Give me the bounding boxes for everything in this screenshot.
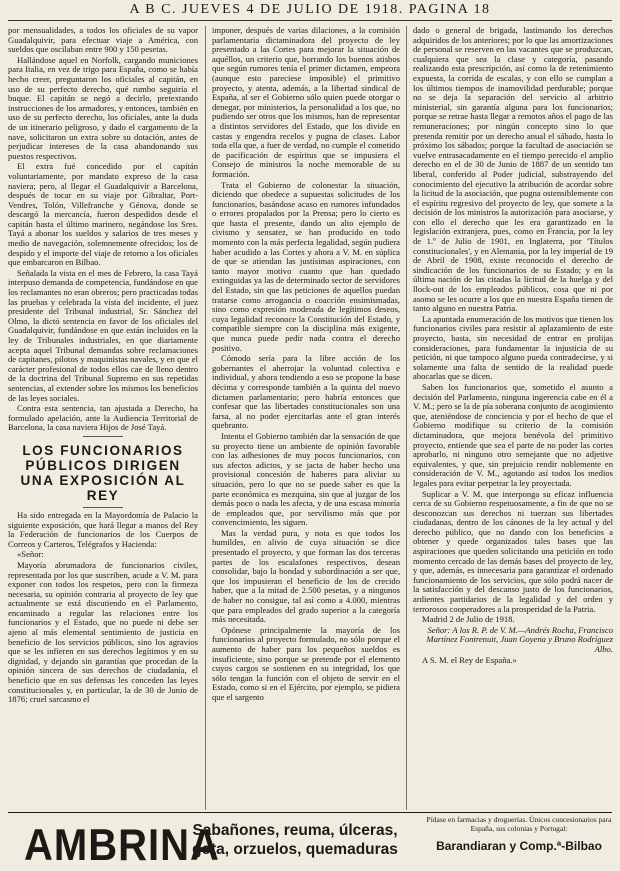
article-paragraph: «Señor: (17, 549, 44, 560)
article-paragraph: Cómodo sería para la libre acción de los gobernantes el aherrojar la voluntad colectiva e individual, y ahora tendiendo a eso se propone la base décima y corresponde también a la quinta del nuevo dictamen parlamentario; pero habría entonces que confesar que las libertades constitucionales son una farsa, al no poder ejercitarlas ante el gran interés quebranto. (212, 353, 400, 431)
ad-line: Sabañones, reuma, úlceras, (192, 822, 398, 839)
column-1 (8, 26, 198, 810)
article-paragraph: Contra esta sentencia, tan ajustada a Derecho, ha formulado apelación, ante la Audiencia Territorial de Barcelona, la casa naviera Hijos de José Tayá. (8, 403, 198, 433)
article-paragraph: imponer, después de varias dilaciones, a la comisión parlamentaria dictaminadora del proyecto de ley presentado a las Cortes para mejorar la situación de aquéllos, un criterio que, borrando los buenos atisbos que según rumores tenía el primer dictamen, empeora (aunque esto pareciese imposible) el primitivo proyecto, y atenta, además, a la libertad sindical de España, al ser el Gobierno sólo quien puede otorgar o denegar, por ministerios, la personalidad a los que, no pudiendo ser otros que los mismos, han de representar a distintos servidores del Estado, que los divide en castas y engendra recelos y pugna de clases. Labor toda ella que, a fuer de verdad, no cumple el cometido de pacificación de espíritus que se impusiera el Consejo de ministros la noche memorable de su formación. (212, 26, 400, 179)
ad-line: gota, orzuelos, quemaduras (192, 841, 398, 858)
ad-company: Barandiaran y Comp.ª-Bilbao (436, 839, 602, 853)
advertisement (8, 812, 612, 871)
article-paragraph: dado o general de brigada, lastimando los derechos adquiridos de los anteriores; por lo que las amortizaciones de personal se reserven en las vacantes que se produzcan, cualquiera que sea la clase y categoría, pasando realizando esta prescripción, así como la de retenimiento expuesta, la corrida de escalas, y con ello se cumplan a los últimos tiempos de inamovilidad perdurable; porque no se deja la separación del servicio al arbitrio ministerial, sin garantía alguna para los funcionarios; porque se retrae hasta llegar a remotos años el pago de las remuneraciones; por ningún concepto sino lo que pretenda remitir por un derecho anual el sábado, hasta lo próximo los sábados; porque la facultad de asociación se vuelve entrasacadamente en el tiempo perecido el amplio derecho en el de 30 de Junio de 1887 de un sentido tan liberal, conferido al Poder judicial, substrayendo del conocimiento del ejecutivo la atribución de acordar sobre la licitud de la asociación, que pugna ostensiblemente con el espíritu regresivo del proyecto de ley, que somete a la decisión de los ministros la autorización para asociarse, y con ello el derecho que les era garantizado en la legislación extranjera, pues, como en Francia, por la ley de 1.º de Julio de 1901, en Inglaterra, por 'Títulos constitucionales', y en Alemania, por la ley imperial de 19 de Abril de 1908, existe reconocido el derecho de sindicación de los funcionarios de su Estado; y en la última nación de las citadas la licitud de la huelga y del llock-out de los empleados públicos, cosa que ni por asomo se les ocurre a los que en nuestra España tienen de tanto alguno en nuestra Patria. (413, 26, 613, 314)
addressee: A S. M. el Rey de España.» (422, 654, 517, 665)
ad-text (186, 821, 404, 859)
column-divider (205, 26, 206, 810)
section-divider (83, 436, 123, 437)
article-paragraph: Mas la verdad pura, y nota es que todos los humildes, en alivio de cuya situación se dice presentado el proyecto, y que forman las dos terceras partes de los escalafones respectivos, desean consolidar, bajo la bondad y subordinación a ser que, que los impusieran el beneficio de los de crecido haber, que a la mitad de 2.500 pesetas, y a ningunos de haber no consigue, tal así como a 4.000, mientras que para empleados del grado superior a la categoría más necesitada. (212, 527, 400, 625)
header-rule (8, 20, 612, 21)
column-3 (413, 26, 613, 810)
article-paragraph: Opónese principalmente la mayoría de los funcionarios al proyecto formulado, no sólo porque el aumento de haber para los pequeños sueldos es insuficiente, sino porque se pretende por el elemento cuyos cargos se sostienen en su integridad, los que sólo tengan la función con el objeto de servir en el Estado, como si en el Ejército, por ejemplo, se pidiera que el sargento (212, 624, 400, 702)
article-paragraph: Suplicar a V. M. que interponga su eficaz influencia cerca de su Gobierno respetuosamente, a fin de que no se desconozcan sus derechos ni tuerzan sus libertades ciudadanas, dentro de los cánones de la ley actual y del derecho público, que no dando con los beneficios a obtener y quede organizados tales bases que las aspiraciones que queden solicitando una petición en todo momento cercado de las demás bases del proyecto de ley, y que, además, es innecesaria para garantizar el ordenado funcionamiento de los servicios, que sólo podrá nacer de la satisfacción y del descanso justo de los funcionarios, ardientes partidarios de la legalidad y del orden y terrorosos cooperadores a la prosperidad de la Patria. (413, 488, 613, 614)
article-paragraph: Hallándose aquel en Norfolk, cargando municiones para Italia, en vez de trigo para España, como se había hecho creer, preguntaron los oficiales al capitán, en uso de su perfecto derecho, qué rumbo seguiría el buque. El capitán se negó a decirlo, pretextando instrucciones de los armadores, y entonces, también en uso de su perfecto derecho, los oficiales, ante la duda de un itinerario peligroso, y dado el cargamento de la nave, solicitaron un extra sobre su dotación, antes de perjudicar intereses de la casa abandonando sus puestos respectivos. (8, 54, 198, 161)
section-divider (83, 507, 123, 508)
article-paragraph: Señalada la vista en el mes de Febrero, la casa Tayá interpuso demanda de competencia, fundándose en que los reclamantes no eran obreros; pero practicadas todas las pruebas y celebrada la vista del incidente, el juez presidente del Tribunal industrial, Sr. Sánchez del Olmo, la dictó sentencia en favor de los oficiales del Guadalquivir, fundándose en que están incluidos en la ley de Tribunales industriales, en que diariamente acepta aquel Tribunal demandas sobre reclamaciones de capitanes, pilotos y maquinistas navales, y en que el carácter profesional de todos ellos cae de lleno dentro de la doctrina del Tribunal Supremo en sus repetidas sentencias, al extender sobre los mismos los beneficios de las leyes sociales. (8, 267, 198, 403)
article-paragraph: por mensualidades, a todos los oficiales de su vapor Guadalquivir, para efectuar viaje a América, con sueldos que oscilaban entre 900 y 150 pesetas. (8, 26, 198, 55)
article-headline: LOS FUNCIONARIOS PÚBLICOS DIRIGEN UNA EXPOSICIÓN AL REY (20, 442, 186, 503)
ad-distributor (423, 815, 615, 853)
article-paragraph: La apuntada enumeración de los motivos que tienen los funcionarios civiles para resistir al aplazamiento de este proyecto, basta, sin necesidad de entrar en prolijas consideraciones, para fundamentar la injusticia de su petición, ni que tampoco alguno pueda contradecirse, y si solamente una falta de sentido de la realidad puede abocarlas que se dicen. (413, 313, 613, 382)
dateline: Madrid 2 de Julio de 1918. (422, 614, 515, 625)
ad-small-print: Pídase en farmacias y droguerías. Únicos concesionarios para España, sus colonias y Portugal: (426, 815, 612, 833)
article-paragraph: Ha sido entregada en la Mayordomía de Palacio la siguiente exposición, que hará llegar a manos del Rey la Federación de funcionarios de los Cuerpos de Correos y Carteros, Telégrafos y Hacienda: (8, 509, 198, 549)
column-2 (212, 26, 400, 810)
article-paragraph: Saben los funcionarios que, sometido el asunto a decisión del Parlamento, ninguna ingerencia cabe en él a V. M.; pero se la de pía soberana conjunto de acogimiento que, ateniéndose de conciencia y por el hecho de que el Gobierno modifique su criterio de la comisión dictaminadora, que mejora benévola del primitivo proyecto, entiende que sea el parte de no poder las cortes aprobarlo, ni ninguno otro semejante que no adjetive equivalentes, y que, sin prejuicio rendir noblemente en consideración de V. M., agotando así todos los medios legales para evitar perpetrar la ley proyectada. (413, 381, 613, 488)
article-paragraph: El extra fué concedido por el capitán voluntariamente, por mandato expreso de la casa naviera; pero, al llegar el Guadalquivir a Barcelona, después de tocar en su viaje por Gibraltar, Port-Vendres, Tolón, Villefranche y Génova, donde se descargó la mercancía, fueron despedidos desde el capitán hasta el último marinero, negándose los Sres. Tayá a abonar los sueldos y salarios de tres meses y medio de navegación, solemnemente ofrecidos; los de despido y el importe del viaje de retorno a los oficiales que embarcaron en Bilbao. (8, 161, 198, 268)
article-paragraph: Trata el Gobierno de colonestar la situación, diciendo que obedece a supuestas solicitudes de los funcionarios, basándose acaso en rumores infundados o errores propalados por la Prensa; pero lo cierto es que hasta el presente, dando un alto ejemplo de civismo y sensatez, se han producido en todo momento con la más perfecta legalidad, según pudiera haber acudido a las Cortes y ahora a V. M. en súplica de que se atiendan las justísimas aspiraciones, con tanto mayor motivo cuanto que han quedado extinguidas ya las de determinado sector de servidores del Estado, sin que las peticiones de aquellos puedan tratarse como arrogancia o coacción ensimismadas, sino como expresión moderada de legítimos deseos, cuya legalidad reconoce la Constitución del Estado, y compatible siempre con la disciplina más exigente, que nunca puede pedir nada contra el derecho positivo. (212, 179, 400, 353)
article-paragraph: Mayoría abrumadora de funcionarios civiles, representada por los que suscriben, acude a V. M. para exponer con todos los respetos, pero con la firmeza necesaria, su opinión contraria al proyecto de ley que actualmente se está discutiendo en el Parlamento, encaminado a regular las relaciones entre los funcionarios y el Estado, que no puede ni debe ser ajeno al más elemental sentimiento de justicia en beneficio de los servicios públicos, sino los agravios que se les infieren en sus derechos legítimos y en su dignidad, y dejando sin garantías que procedan de la opinión sincera de sus derechos de ciudadanía, el beneficio que en sus defensas les conceden las leyes constitucionales y, en particular, la de 30 de Junio de 1876; cruel sarcasmo el (8, 559, 198, 705)
ad-brand: AMBRINA (24, 821, 220, 871)
column-divider (406, 26, 407, 810)
page-header: A B C. JUEVES 4 DE JULIO DE 1918. PAGINA 18 (129, 2, 491, 17)
signatures: Señor: A los R. P. de V. M.—Andrés Rocha, Francisco Martínez Fontrenuit, Juan Goyena y Bruno Rodríguez Albo. (426, 624, 613, 654)
article-paragraph: Intenta el Gobierno también dar la sensación de que su proyecto tiene un ambiente de opinión favorable con las adhesiones de muy pocos funcionarios, con sus afectos adictos, y se jacta de haber hecho una provisional concesión de haberes para aliviar su situación, pero lo que no se puede saber es que la parte económica es mezquina, sin que al juzgar de los demás poco o nada les afecta, y de una escasa minoría de empleados que, por servilismo más que por convencimiento, les siguen. (212, 430, 400, 528)
